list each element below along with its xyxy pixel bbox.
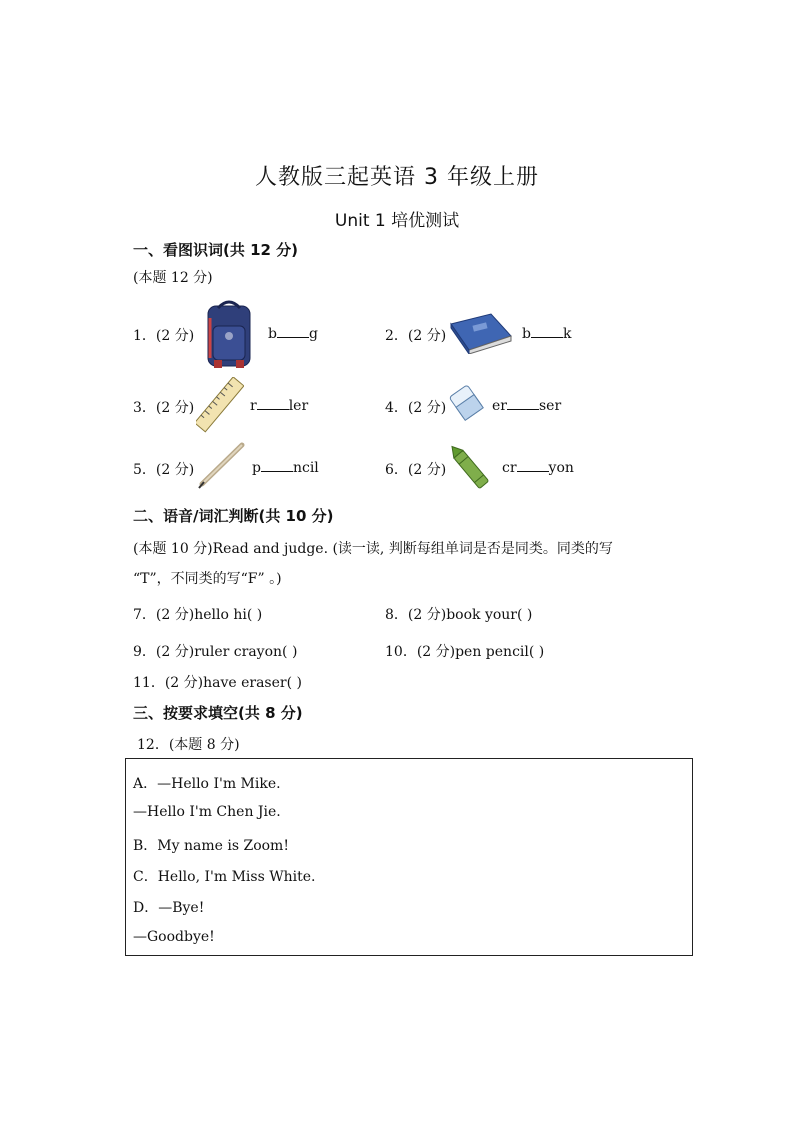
option-line: —Hello I'm Chen Jie. (133, 804, 281, 820)
book-icon (447, 310, 513, 354)
word-blank-6[interactable] (502, 459, 574, 476)
question-number: 1．(2 分) (133, 328, 195, 344)
answer-blank[interactable] (277, 325, 309, 338)
option-line: D．—Bye! (133, 900, 205, 916)
question-number: 3．(2 分) (133, 400, 195, 416)
word-prefix: b (522, 326, 531, 342)
answer-blank[interactable] (261, 459, 293, 472)
judge-question-10[interactable]: 10．(2 分)pen pencil( ) (385, 644, 545, 660)
crayon-icon (446, 440, 494, 496)
section-heading-2: 二、语音/词汇判断(共 10 分) (133, 507, 334, 525)
answer-blank[interactable] (517, 459, 549, 472)
answer-blank[interactable] (531, 325, 563, 338)
pencil-icon (196, 442, 246, 490)
word-suffix: ncil (292, 460, 319, 476)
question-number: 2．(2 分) (385, 328, 447, 344)
option-line: —Goodbye! (133, 929, 215, 945)
word-prefix: b (268, 326, 277, 342)
word-suffix: g (308, 326, 318, 342)
word-blank-1[interactable] (268, 325, 318, 342)
ruler-icon (196, 377, 244, 433)
word-blank-3[interactable] (250, 397, 308, 414)
word-prefix: cr (502, 460, 517, 476)
word-suffix: ler (288, 398, 309, 414)
option-line: C．Hello, I'm Miss White. (133, 869, 316, 885)
question-number: 5．(2 分) (133, 462, 195, 478)
section-instruction-line-2: “T”，不同类的写“F” 。) (133, 571, 282, 587)
judge-question-7[interactable]: 7．(2 分)hello hi( ) (133, 607, 263, 623)
section-note-1: (本题 12 分) (133, 270, 213, 286)
word-prefix: r (250, 398, 257, 414)
question-number: 4．(2 分) (385, 400, 447, 416)
word-blank-2[interactable] (522, 325, 571, 342)
option-line: A．—Hello I'm Mike. (133, 776, 281, 792)
page-subtitle: Unit 1 培优测试 (334, 211, 460, 231)
eraser-icon (447, 380, 487, 424)
word-suffix: yon (548, 460, 574, 476)
judge-question-8[interactable]: 8．(2 分)book your( ) (385, 607, 533, 623)
answer-blank[interactable] (257, 397, 289, 410)
judge-question-11[interactable]: 11．(2 分)have eraser( ) (133, 675, 302, 691)
word-blank-5[interactable] (252, 459, 319, 476)
backpack-icon (200, 298, 258, 370)
option-line: B．My name is Zoom! (133, 838, 289, 854)
section-heading-3: 三、按要求填空(共 8 分) (133, 704, 303, 722)
judge-question-9[interactable]: 9．(2 分)ruler crayon( ) (133, 644, 298, 660)
question-number: 6．(2 分) (385, 462, 447, 478)
word-suffix: ser (538, 398, 562, 414)
word-prefix: p (252, 460, 261, 476)
section-note-3: 12．(本题 8 分) (137, 737, 240, 753)
section-heading-1: 一、看图识词(共 12 分) (133, 241, 299, 259)
word-blank-4[interactable] (492, 397, 561, 414)
section-instruction-line-1: (本题 10 分)Read and judge. (读一读, 判断每组单词是否是同类。同类的写 (133, 541, 613, 557)
word-prefix: er (492, 398, 507, 414)
options-box (125, 758, 693, 956)
page-title: 人教版三起英语 3 年级上册 (255, 165, 539, 190)
answer-blank[interactable] (507, 397, 539, 410)
word-suffix: k (562, 326, 572, 342)
